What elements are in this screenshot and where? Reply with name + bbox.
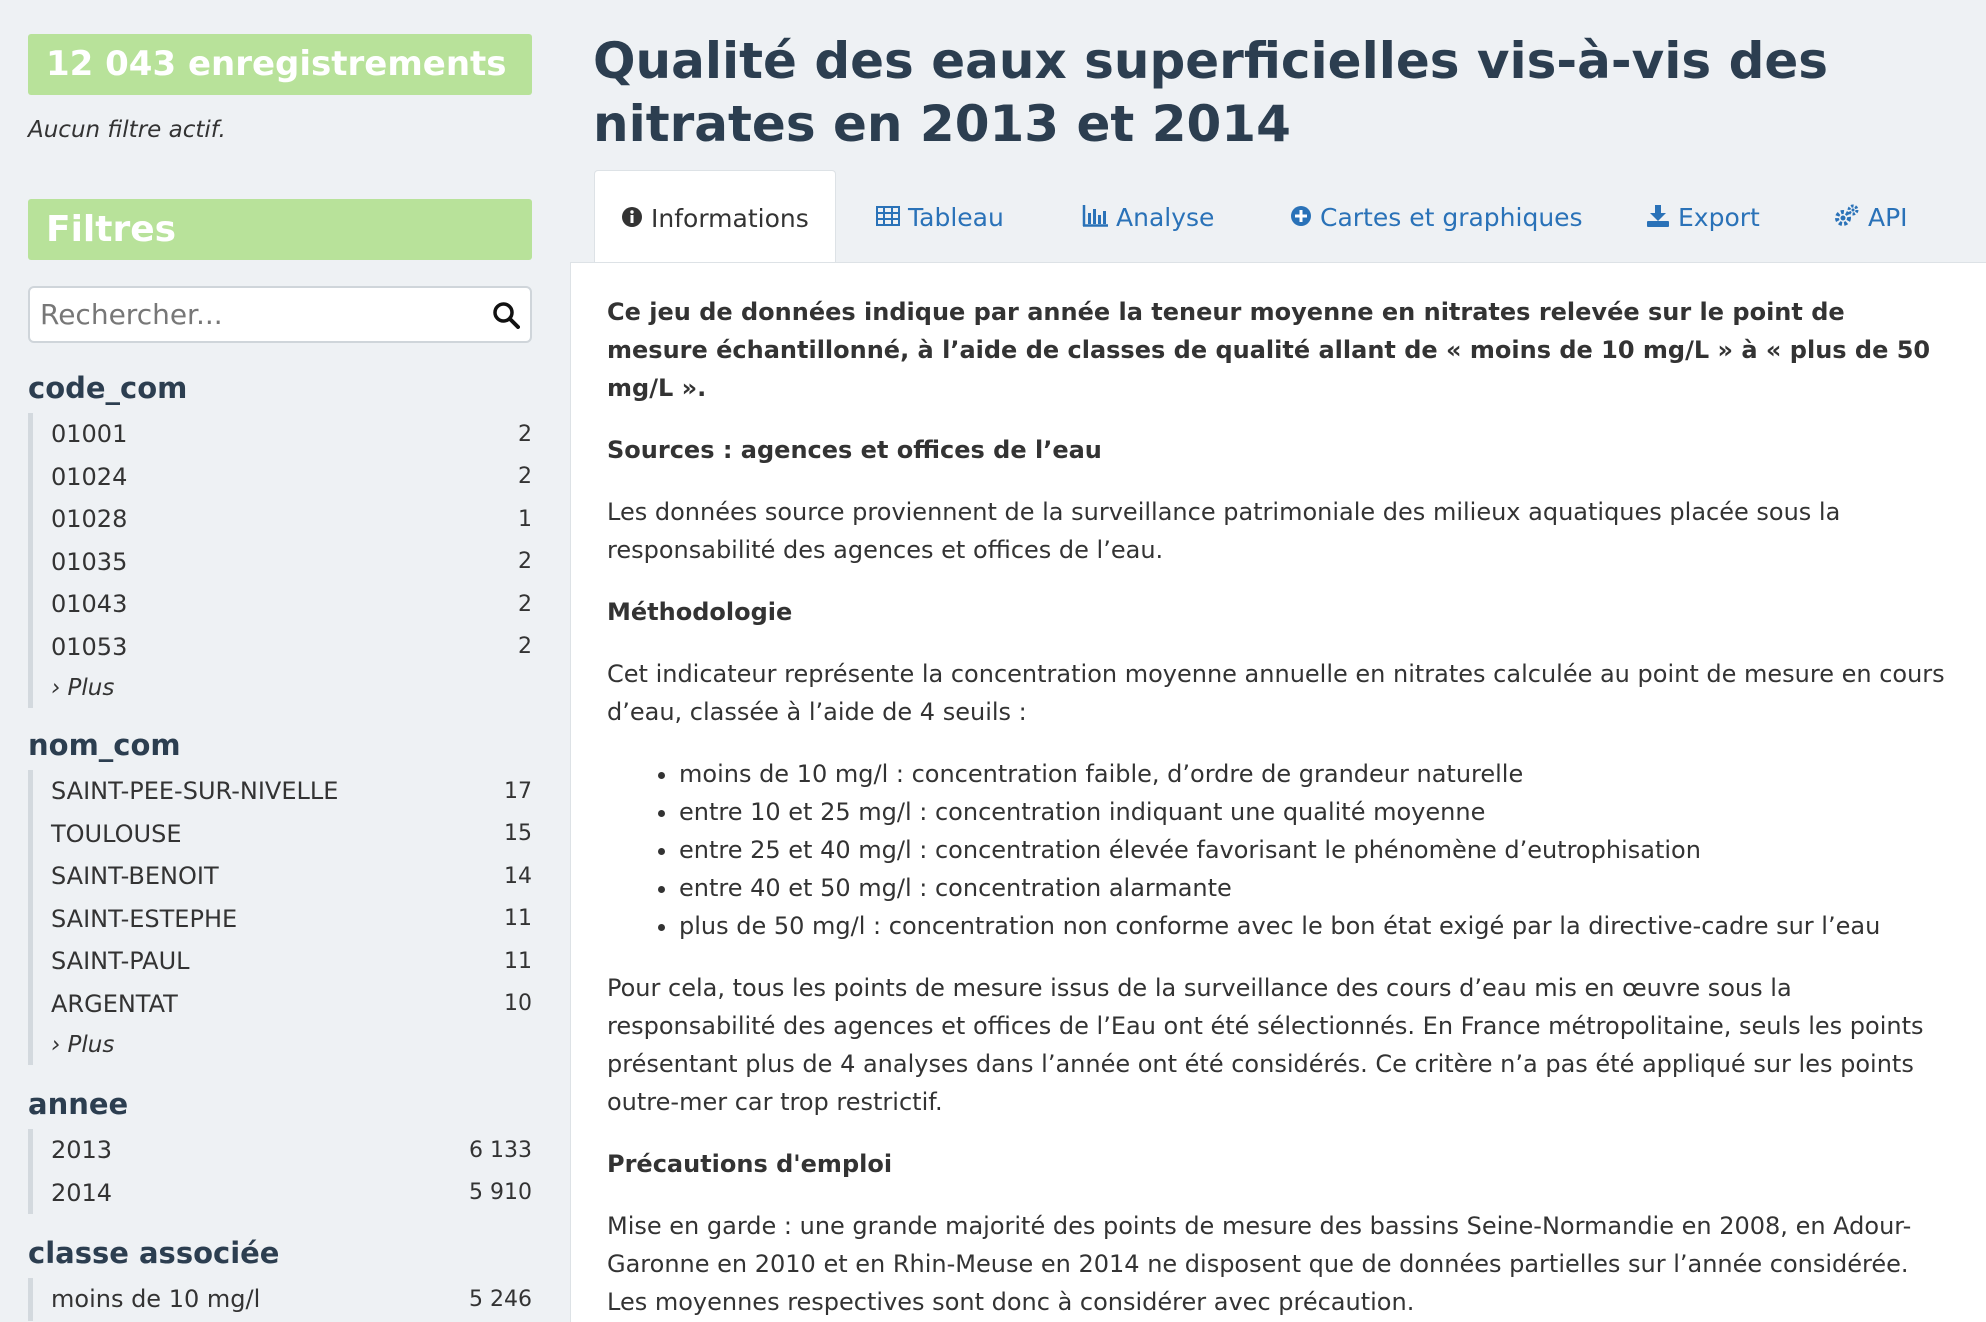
- sources-text: Les données source proviennent de la surveillance patrimoniale des milieux aquatiques placée sous la responsabilité des agences et offices de l’eau.: [607, 498, 1841, 564]
- facet-item-label: 01028: [51, 505, 128, 534]
- informations-panel: [570, 262, 1986, 1322]
- facet-item-label: 01024: [51, 462, 128, 491]
- info-icon: [621, 206, 643, 228]
- download-icon: [1646, 205, 1670, 227]
- facet-item[interactable]: [51, 541, 532, 584]
- facet-more-label: Plus: [67, 1032, 115, 1058]
- facet-item[interactable]: [51, 1172, 532, 1215]
- facet-item-count: 2: [518, 421, 532, 447]
- facet-title: classe associée: [28, 1236, 280, 1270]
- facet-item-count: 2: [518, 549, 532, 575]
- active-filters-status: Aucun filtre actif.: [28, 117, 226, 143]
- facet-item-label: 01053: [51, 632, 128, 661]
- search-icon[interactable]: [492, 301, 520, 329]
- facet-item[interactable]: [51, 1129, 532, 1172]
- facet-item[interactable]: [51, 456, 532, 499]
- facet-list: [28, 1278, 532, 1321]
- methodology-text-2: Pour cela, tous les points de mesure issus de la surveillance des cours d’eau mis en œuvre sous la responsabilité des agences et offices de l’Eau ont été sélectionnés. En France métropolitaine, seuls les points présentant plus de 4 analyses dans l’année ont été considérés. Ce critère n’a pas été appliqué sur les points outre-mer car trop restrictif.: [607, 974, 1924, 1116]
- facet-item-label: 01035: [51, 547, 128, 576]
- facet-item-label: 2013: [51, 1136, 113, 1165]
- facet-item-count: 15: [504, 821, 532, 847]
- facet-item-label: 01043: [51, 590, 128, 619]
- facet-item[interactable]: [51, 626, 532, 669]
- tab-label: Tableau: [908, 203, 1004, 232]
- precautions-heading: Précautions d'emploi: [607, 1150, 893, 1178]
- facet-item[interactable]: [51, 813, 532, 856]
- facet-item-label: TOULOUSE: [51, 819, 182, 848]
- facet-item[interactable]: [51, 413, 532, 456]
- facet-item-count: 11: [504, 906, 532, 932]
- chevron-right-icon: ›: [51, 675, 61, 701]
- tab-label: Export: [1678, 203, 1760, 232]
- facet-item-label: 2014: [51, 1178, 113, 1207]
- facet-more-link[interactable]: [51, 668, 532, 708]
- facet-item-count: 2: [518, 464, 532, 490]
- list-item: • moins de 10 mg/l : concentration faible, d’ordre de grandeur naturelle: [679, 755, 1950, 793]
- list-item: • entre 25 et 40 mg/l : concentration élevée favorisant le phénomène d’eutrophisation: [679, 831, 1950, 869]
- facet-item[interactable]: [51, 770, 532, 813]
- precautions-text: Mise en garde : une grande majorité des points de mesure des bassins Seine-Normandie en 2008, en Adour-Garonne en 2010 et en Rhin-Meuse en 2014 ne disposent que de données partielles sur l’année considérée. Les moyennes respectives sont donc à considérer avec précaution.: [607, 1212, 1912, 1316]
- facet-item-count: 2: [518, 634, 532, 660]
- facet-item-count: 5 910: [469, 1180, 532, 1206]
- chevron-right-icon: ›: [51, 1032, 61, 1058]
- facet-item[interactable]: [51, 898, 532, 941]
- facet-item[interactable]: [51, 940, 532, 983]
- tab-label: Cartes et graphiques: [1320, 203, 1583, 232]
- facet-title: nom_com: [28, 728, 181, 762]
- filters-heading: Filtres: [28, 199, 532, 260]
- facet-item-label: SAINT-ESTEPHE: [51, 904, 238, 933]
- list-item: • entre 40 et 50 mg/l : concentration alarmante: [679, 869, 1950, 907]
- facet-list: [28, 1129, 532, 1214]
- facet-item[interactable]: [51, 498, 532, 541]
- facet-list: [28, 413, 532, 708]
- facet-item-count: 17: [504, 778, 532, 804]
- tab-label: API: [1868, 203, 1908, 232]
- facet-item-label: ARGENTAT: [51, 989, 178, 1018]
- facet-code-com: [28, 371, 532, 708]
- facet-item-count: 10: [504, 991, 532, 1017]
- facet-nom-com: [28, 728, 532, 1065]
- records-count-badge: 12 043 enregistrements: [28, 34, 532, 95]
- tab-analyse[interactable]: [1082, 170, 1214, 266]
- tab-api[interactable]: [1834, 170, 1908, 266]
- facet-item-label: SAINT-PAUL: [51, 947, 190, 976]
- tab-cartes-graphiques[interactable]: [1290, 170, 1583, 266]
- facet-item-label: SAINT-PEE-SUR-NIVELLE: [51, 777, 339, 806]
- tab-informations[interactable]: [594, 170, 836, 268]
- main-content: [570, 30, 1986, 1316]
- sources-heading: Sources : agences et offices de l’eau: [607, 436, 1102, 464]
- sidebar: [28, 34, 532, 1321]
- facet-title: code_com: [28, 371, 188, 405]
- gears-icon: [1834, 204, 1860, 228]
- tab-export[interactable]: [1646, 170, 1760, 266]
- facet-item[interactable]: [51, 855, 532, 898]
- table-icon: [876, 206, 900, 226]
- tab-tableau[interactable]: [876, 170, 1004, 266]
- facet-item-count: 2: [518, 591, 532, 617]
- methodology-text: Cet indicateur représente la concentration moyenne annuelle en nitrates calculée au point de mesure en cours d’eau, classée à l’aide de 4 seuils :: [607, 660, 1945, 726]
- facet-more-label: Plus: [67, 675, 115, 701]
- facet-item-label: SAINT-BENOIT: [51, 862, 219, 891]
- facet-item-label: moins de 10 mg/l: [51, 1285, 261, 1314]
- facet-item-label: 01001: [51, 420, 128, 449]
- facet-more-link[interactable]: [51, 1025, 532, 1065]
- thresholds-list: [679, 755, 1950, 945]
- list-item: • entre 10 et 25 mg/l : concentration indiquant une qualité moyenne: [679, 793, 1950, 831]
- facet-item-count: 5 246: [469, 1286, 532, 1312]
- facet-item[interactable]: [51, 1278, 532, 1321]
- methodology-heading: Méthodologie: [607, 598, 793, 626]
- facet-classe-associee: [28, 1236, 532, 1321]
- list-item: • plus de 50 mg/l : concentration non conforme avec le bon état exigé par la directive-cadre sur l’eau: [679, 907, 1950, 945]
- facet-item-count: 6 133: [469, 1137, 532, 1163]
- facet-item-count: 1: [518, 506, 532, 532]
- facet-title: annee: [28, 1087, 129, 1121]
- tab-bar: [570, 170, 1986, 266]
- facet-item[interactable]: [51, 983, 532, 1026]
- plus-circle-icon: [1290, 205, 1312, 227]
- facet-item[interactable]: [51, 583, 532, 626]
- tab-label: Informations: [651, 204, 809, 233]
- facet-item-count: 11: [504, 948, 532, 974]
- page-title: Qualité des eaux superficielles vis-à-vis des nitrates en 2013 et 2014: [593, 32, 1829, 153]
- dataset-description: Ce jeu de données indique par année la teneur moyenne en nitrates relevée sur le point de mesure échantillonné, à l’aide de classes de qualité allant de « moins de 10 mg/L » à « plus de 50 mg/L ».: [607, 298, 1931, 402]
- facet-annee: [28, 1087, 532, 1214]
- search-input[interactable]: [30, 288, 530, 341]
- tab-label: Analyse: [1116, 203, 1215, 232]
- search-box: [28, 286, 532, 343]
- bar-chart-icon: [1082, 205, 1108, 227]
- facet-list: [28, 770, 532, 1065]
- facet-item-count: 14: [504, 863, 532, 889]
